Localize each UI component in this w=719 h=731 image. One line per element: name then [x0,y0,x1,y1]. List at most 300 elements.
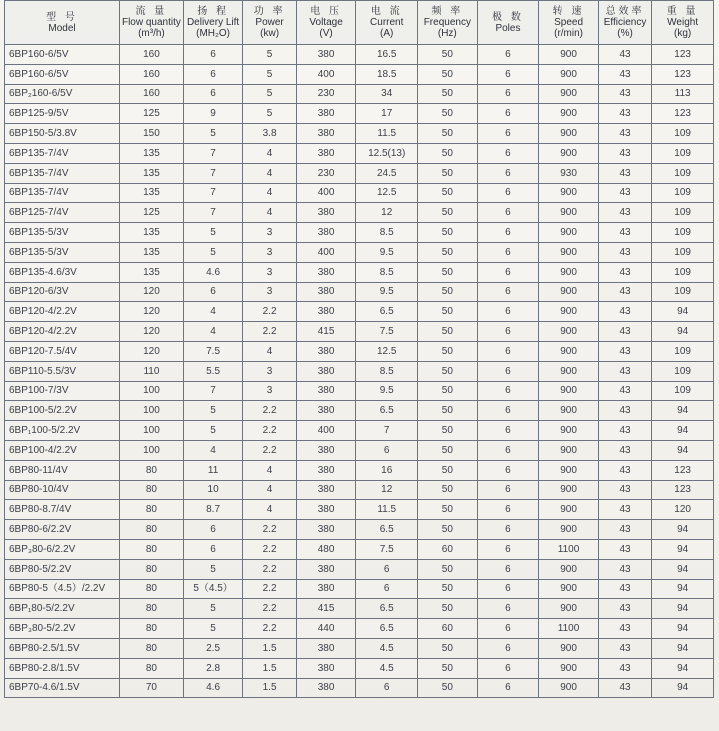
table-row [5,520,714,540]
cell-voltage: 380 [296,559,356,579]
cell-speed: 900 [539,401,599,421]
cell-poles: 6 [477,678,539,698]
cell-speed: 900 [539,341,599,361]
cell-frequency: 50 [418,124,478,144]
cell-model: 6BP100-5/2.2V [5,401,120,421]
cell-delivery-lift: 9 [183,104,243,124]
cell-frequency: 50 [418,104,478,124]
cell-poles: 6 [477,223,539,243]
cell-power: 5 [243,64,296,84]
cell-speed: 900 [539,480,599,500]
header-delivery-lift [183,1,243,45]
table-header [5,1,714,45]
cell-delivery-lift: 5 [183,619,243,639]
cell-model: 6BP80-6/2.2V [5,520,120,540]
cell-efficiency: 43 [598,163,651,183]
cell-voltage: 380 [296,480,356,500]
cell-flow-quantity: 160 [120,84,184,104]
header-efficiency-zh: 总效率 [605,6,645,17]
cell-current: 6.5 [356,302,418,322]
cell-efficiency: 43 [598,183,651,203]
cell-efficiency: 43 [598,559,651,579]
cell-delivery-lift: 5 [183,421,243,441]
cell-poles: 6 [477,500,539,520]
cell-weight: 94 [652,322,714,342]
cell-delivery-lift: 4 [183,322,243,342]
cell-speed: 900 [539,678,599,698]
cell-delivery-lift: 4 [183,440,243,460]
cell-weight: 94 [652,520,714,540]
cell-frequency: 50 [418,658,478,678]
cell-poles: 6 [477,658,539,678]
cell-model: 6BP135-7/4V [5,143,120,163]
cell-current: 6.5 [356,619,418,639]
cell-flow-quantity: 100 [120,381,184,401]
cell-power: 2.2 [243,421,296,441]
cell-current: 6 [356,440,418,460]
cell-frequency: 50 [418,421,478,441]
table-row [5,84,714,104]
cell-poles: 6 [477,619,539,639]
cell-delivery-lift: 7.5 [183,341,243,361]
header-row [5,1,714,45]
cell-delivery-lift: 7 [183,183,243,203]
cell-poles: 6 [477,460,539,480]
cell-voltage: 380 [296,579,356,599]
cell-flow-quantity: 160 [120,64,184,84]
cell-speed: 900 [539,203,599,223]
cell-power: 1.5 [243,638,296,658]
cell-power: 4 [243,460,296,480]
cell-model: 6BP80-5/2.2V [5,559,120,579]
cell-current: 24.5 [356,163,418,183]
cell-flow-quantity: 80 [120,559,184,579]
cell-poles: 6 [477,203,539,223]
cell-model: 6BP135-4.6/3V [5,262,120,282]
cell-current: 12.5 [356,341,418,361]
cell-speed: 900 [539,143,599,163]
header-poles [477,1,539,45]
cell-delivery-lift: 11 [183,460,243,480]
cell-speed: 900 [539,440,599,460]
cell-current: 16.5 [356,45,418,65]
cell-voltage: 380 [296,143,356,163]
cell-frequency: 50 [418,599,478,619]
header-weight-zh: 重 量 [666,6,699,17]
cell-speed: 900 [539,124,599,144]
cell-poles: 6 [477,361,539,381]
cell-weight: 94 [652,440,714,460]
cell-weight: 94 [652,678,714,698]
table-row [5,658,714,678]
table-row [5,302,714,322]
cell-voltage: 380 [296,341,356,361]
table-row [5,421,714,441]
cell-frequency: 50 [418,579,478,599]
cell-voltage: 380 [296,460,356,480]
cell-delivery-lift: 7 [183,143,243,163]
cell-poles: 6 [477,163,539,183]
cell-speed: 900 [539,460,599,480]
header-power [243,1,296,45]
cell-delivery-lift: 6 [183,64,243,84]
cell-efficiency: 43 [598,401,651,421]
cell-current: 18.5 [356,64,418,84]
cell-weight: 94 [652,619,714,639]
cell-power: 3 [243,262,296,282]
cell-weight: 94 [652,421,714,441]
cell-power: 2.2 [243,539,296,559]
cell-voltage: 380 [296,658,356,678]
cell-voltage: 440 [296,619,356,639]
cell-frequency: 50 [418,638,478,658]
cell-frequency: 50 [418,520,478,540]
cell-speed: 900 [539,559,599,579]
cell-frequency: 50 [418,361,478,381]
cell-efficiency: 43 [598,421,651,441]
cell-efficiency: 43 [598,638,651,658]
cell-power: 2.2 [243,302,296,322]
cell-voltage: 380 [296,638,356,658]
cell-poles: 6 [477,599,539,619]
cell-delivery-lift: 2.8 [183,658,243,678]
cell-voltage: 380 [296,45,356,65]
header-frequency-unit: (Hz) [437,28,457,39]
cell-frequency: 50 [418,678,478,698]
cell-flow-quantity: 100 [120,421,184,441]
header-flow-quantity-unit: (m³/h) [138,28,165,39]
cell-speed: 900 [539,421,599,441]
table-row [5,599,714,619]
cell-frequency: 50 [418,183,478,203]
table-row [5,203,714,223]
cell-model: 6BP80-5（4.5）/2.2V [5,579,120,599]
cell-poles: 6 [477,421,539,441]
cell-power: 2.2 [243,322,296,342]
cell-poles: 6 [477,124,539,144]
cell-current: 7.5 [356,322,418,342]
table-row [5,282,714,302]
cell-model: 6BP₁100-5/2.2V [5,421,120,441]
cell-flow-quantity: 120 [120,282,184,302]
cell-speed: 900 [539,381,599,401]
pump-spec-table [4,0,714,698]
cell-power: 4 [243,143,296,163]
cell-delivery-lift: 6 [183,520,243,540]
cell-poles: 6 [477,64,539,84]
cell-weight: 109 [652,242,714,262]
cell-efficiency: 43 [598,599,651,619]
header-frequency [418,1,478,45]
cell-power: 2.2 [243,619,296,639]
header-speed-unit: (r/min) [554,28,583,39]
cell-weight: 109 [652,163,714,183]
cell-voltage: 400 [296,64,356,84]
cell-weight: 109 [652,183,714,203]
cell-delivery-lift: 5 [183,559,243,579]
cell-delivery-lift: 7 [183,163,243,183]
cell-current: 6 [356,559,418,579]
cell-model: 6BP150-5/3.8V [5,124,120,144]
cell-delivery-lift: 4.6 [183,678,243,698]
cell-flow-quantity: 80 [120,500,184,520]
cell-model: 6BP135-7/4V [5,183,120,203]
cell-power: 3 [243,282,296,302]
cell-weight: 109 [652,143,714,163]
cell-current: 7.5 [356,539,418,559]
cell-weight: 94 [652,658,714,678]
cell-power: 3 [243,223,296,243]
cell-current: 4.5 [356,658,418,678]
header-speed-en: Speed [554,17,584,28]
header-model [5,1,120,45]
cell-current: 6.5 [356,599,418,619]
cell-delivery-lift: 7 [183,203,243,223]
cell-weight: 123 [652,480,714,500]
cell-speed: 900 [539,104,599,124]
cell-efficiency: 43 [598,203,651,223]
cell-voltage: 380 [296,203,356,223]
cell-current: 11.5 [356,500,418,520]
cell-frequency: 50 [418,143,478,163]
cell-current: 6 [356,678,418,698]
cell-speed: 900 [539,322,599,342]
cell-efficiency: 43 [598,242,651,262]
cell-power: 1.5 [243,658,296,678]
cell-flow-quantity: 125 [120,104,184,124]
cell-power: 2.2 [243,559,296,579]
cell-voltage: 380 [296,520,356,540]
cell-frequency: 50 [418,460,478,480]
header-efficiency-unit: (%) [617,28,633,39]
cell-weight: 94 [652,579,714,599]
cell-weight: 109 [652,282,714,302]
cell-flow-quantity: 135 [120,143,184,163]
cell-efficiency: 43 [598,223,651,243]
cell-flow-quantity: 135 [120,223,184,243]
header-frequency-en: Frequency [423,17,471,28]
cell-model: 6BP135-5/3V [5,242,120,262]
cell-model: 6BP₃80-5/2.2V [5,619,120,639]
cell-current: 34 [356,84,418,104]
header-delivery-lift-en: Delivery Lift [186,17,240,28]
cell-poles: 6 [477,401,539,421]
cell-efficiency: 43 [598,460,651,480]
table-row [5,440,714,460]
header-poles-zh: 极 数 [492,11,524,23]
cell-poles: 6 [477,480,539,500]
table-row [5,45,714,65]
cell-model: 6BP160-6/5V [5,45,120,65]
table-row [5,401,714,421]
cell-efficiency: 43 [598,322,651,342]
cell-weight: 123 [652,64,714,84]
cell-weight: 123 [652,460,714,480]
cell-efficiency: 43 [598,539,651,559]
cell-voltage: 380 [296,262,356,282]
cell-speed: 900 [539,599,599,619]
cell-frequency: 50 [418,500,478,520]
cell-voltage: 400 [296,421,356,441]
cell-frequency: 50 [418,262,478,282]
cell-model: 6BP80-2.8/1.5V [5,658,120,678]
cell-power: 4 [243,183,296,203]
cell-delivery-lift: 5.5 [183,361,243,381]
table-row [5,262,714,282]
cell-poles: 6 [477,559,539,579]
cell-frequency: 50 [418,401,478,421]
cell-frequency: 50 [418,302,478,322]
cell-speed: 930 [539,163,599,183]
cell-voltage: 380 [296,104,356,124]
cell-flow-quantity: 80 [120,520,184,540]
cell-voltage: 380 [296,124,356,144]
cell-model: 6BP135-7/4V [5,163,120,183]
cell-efficiency: 43 [598,104,651,124]
cell-weight: 94 [652,559,714,579]
cell-speed: 900 [539,84,599,104]
cell-delivery-lift: 6 [183,539,243,559]
cell-delivery-lift: 6 [183,45,243,65]
header-model-zh: 型 号 [46,11,78,23]
table-row [5,143,714,163]
table-row [5,341,714,361]
cell-flow-quantity: 125 [120,203,184,223]
cell-voltage: 380 [296,302,356,322]
cell-current: 9.5 [356,282,418,302]
cell-efficiency: 43 [598,480,651,500]
cell-model: 6BP₁80-5/2.2V [5,599,120,619]
cell-current: 16 [356,460,418,480]
header-speed [539,1,599,45]
cell-poles: 6 [477,579,539,599]
header-voltage-unit: (V) [319,28,333,39]
cell-power: 3 [243,242,296,262]
cell-model: 6BP120-4/2.2V [5,302,120,322]
cell-model: 6BP₂160-6/5V [5,84,120,104]
cell-power: 3 [243,381,296,401]
cell-model: 6BP160-6/5V [5,64,120,84]
header-voltage-en: Voltage [309,17,343,28]
cell-frequency: 50 [418,84,478,104]
cell-delivery-lift: 7 [183,381,243,401]
cell-poles: 6 [477,520,539,540]
cell-model: 6BP120-7.5/4V [5,341,120,361]
cell-delivery-lift: 5 [183,124,243,144]
cell-delivery-lift: 5 [183,242,243,262]
header-efficiency [598,1,651,45]
cell-efficiency: 43 [598,45,651,65]
table-row [5,480,714,500]
cell-speed: 900 [539,64,599,84]
header-delivery-lift-zh: 扬 程 [197,6,229,17]
cell-speed: 900 [539,500,599,520]
table-row [5,163,714,183]
table-row [5,223,714,243]
cell-current: 11.5 [356,124,418,144]
cell-current: 12 [356,480,418,500]
cell-voltage: 380 [296,223,356,243]
cell-speed: 900 [539,658,599,678]
cell-delivery-lift: 6 [183,282,243,302]
cell-frequency: 60 [418,619,478,639]
cell-poles: 6 [477,242,539,262]
cell-power: 5 [243,45,296,65]
cell-delivery-lift: 6 [183,84,243,104]
cell-flow-quantity: 80 [120,539,184,559]
cell-weight: 123 [652,45,714,65]
cell-poles: 6 [477,143,539,163]
header-current [356,1,418,45]
cell-power: 2.2 [243,440,296,460]
header-voltage [296,1,356,45]
cell-efficiency: 43 [598,579,651,599]
cell-weight: 94 [652,539,714,559]
cell-frequency: 50 [418,242,478,262]
cell-flow-quantity: 70 [120,678,184,698]
cell-voltage: 380 [296,500,356,520]
cell-weight: 94 [652,599,714,619]
cell-weight: 120 [652,500,714,520]
cell-efficiency: 43 [598,302,651,322]
cell-speed: 900 [539,242,599,262]
cell-flow-quantity: 80 [120,658,184,678]
cell-efficiency: 43 [598,381,651,401]
cell-current: 12.5 [356,183,418,203]
cell-voltage: 480 [296,539,356,559]
cell-model: 6BP120-6/3V [5,282,120,302]
cell-delivery-lift: 10 [183,480,243,500]
cell-frequency: 50 [418,223,478,243]
table-row [5,579,714,599]
cell-model: 6BP₃80-6/2.2V [5,539,120,559]
cell-flow-quantity: 100 [120,401,184,421]
header-frequency-zh: 频 率 [431,6,464,17]
cell-poles: 6 [477,104,539,124]
cell-delivery-lift: 4.6 [183,262,243,282]
cell-frequency: 50 [418,322,478,342]
cell-delivery-lift: 5 [183,599,243,619]
cell-current: 9.5 [356,242,418,262]
cell-power: 4 [243,203,296,223]
cell-speed: 900 [539,223,599,243]
cell-frequency: 50 [418,163,478,183]
cell-frequency: 50 [418,480,478,500]
table-row [5,638,714,658]
cell-voltage: 380 [296,440,356,460]
cell-delivery-lift: 5 [183,223,243,243]
table-row [5,559,714,579]
cell-voltage: 380 [296,282,356,302]
cell-weight: 109 [652,223,714,243]
cell-flow-quantity: 150 [120,124,184,144]
header-delivery-lift-unit: (MH₂O) [196,28,231,39]
cell-power: 1.5 [243,678,296,698]
cell-speed: 900 [539,282,599,302]
cell-frequency: 50 [418,440,478,460]
cell-voltage: 415 [296,322,356,342]
table-row [5,124,714,144]
cell-poles: 6 [477,262,539,282]
cell-speed: 900 [539,302,599,322]
cell-efficiency: 43 [598,262,651,282]
cell-flow-quantity: 80 [120,460,184,480]
cell-current: 4.5 [356,638,418,658]
cell-voltage: 415 [296,599,356,619]
cell-flow-quantity: 110 [120,361,184,381]
cell-frequency: 50 [418,341,478,361]
cell-weight: 94 [652,638,714,658]
